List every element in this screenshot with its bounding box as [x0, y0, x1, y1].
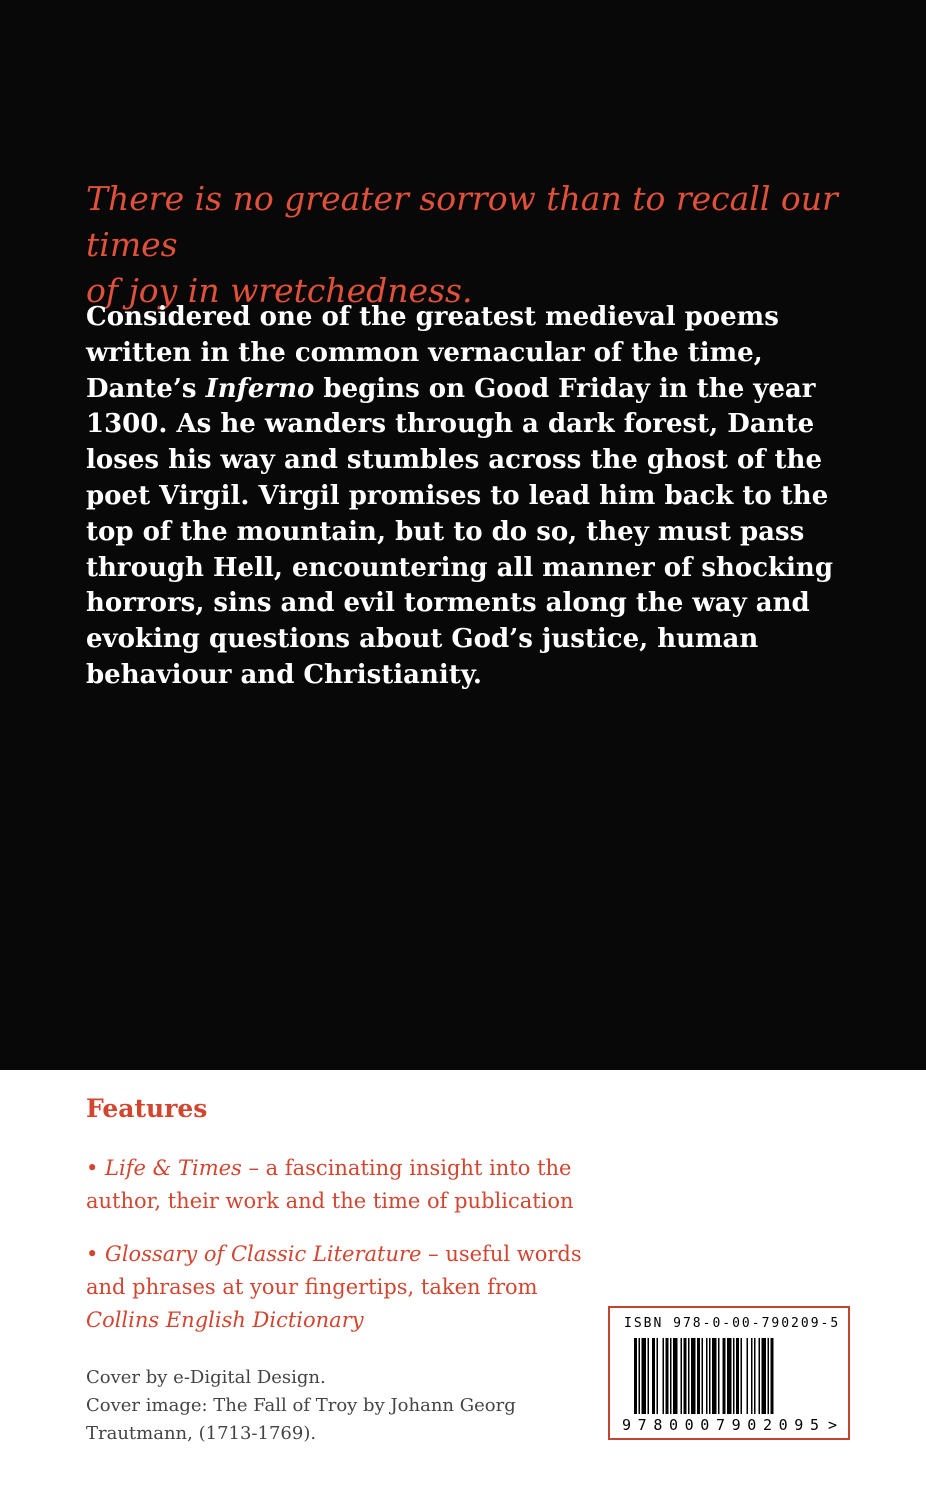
feature-name: • Glossary of Classic Literature	[86, 1242, 422, 1266]
barcode-bar	[642, 1338, 647, 1414]
barcode-bar	[759, 1338, 761, 1414]
barcode-bar	[751, 1338, 753, 1414]
barcode-bar	[709, 1338, 711, 1414]
barcode-bar	[712, 1338, 717, 1414]
barcode-bar	[688, 1338, 690, 1414]
barcode-bar	[663, 1338, 665, 1414]
barcode-bar	[706, 1338, 708, 1414]
book-description	[86, 300, 866, 694]
barcode-bar	[733, 1338, 735, 1414]
feature-item	[86, 1238, 606, 1337]
features-heading: Features	[86, 1094, 208, 1123]
barcode-bar	[691, 1338, 696, 1414]
barcode-bar	[723, 1338, 726, 1414]
barcode-bar	[718, 1338, 720, 1414]
barcode-bar	[670, 1338, 672, 1414]
barcode-bar	[741, 1338, 743, 1414]
feature-description: – a fascinating insight into the author, their work and the time of publication	[86, 1156, 574, 1213]
barcode-bar	[697, 1338, 700, 1414]
barcode-bar	[762, 1338, 767, 1414]
barcode-bar	[634, 1338, 637, 1414]
barcode-bar	[684, 1338, 687, 1414]
credit-line: Cover image: The Fall of Troy by Johann Georg	[86, 1395, 516, 1416]
barcode-bar	[648, 1338, 650, 1414]
barcode-bar	[754, 1338, 756, 1414]
barcode-digits: 9 7 8 0 0 0 7 9 0 2 0 9 5	[622, 1416, 818, 1434]
barcode-bar	[681, 1338, 683, 1414]
credit-line: Cover by e-Digital Design.	[86, 1367, 326, 1388]
cover-credits	[86, 1364, 586, 1448]
quote-line-1: There is no greater sorrow than to recall our times	[86, 179, 838, 264]
quote-line-2: of joy in wretchedness.	[86, 271, 473, 310]
barcode-bar	[736, 1338, 739, 1414]
isbn-label: ISBN 978-0-00-790209-5	[624, 1316, 841, 1331]
feature-name: • Life & Times	[86, 1156, 242, 1180]
epigraph-quote	[86, 176, 866, 314]
barcode-arrow: >	[828, 1416, 838, 1434]
barcode-bar	[639, 1338, 641, 1414]
isbn-barcode-box	[608, 1306, 850, 1440]
book-title: Inferno	[205, 373, 315, 404]
barcode-bar	[702, 1338, 704, 1414]
barcode-bars	[634, 1338, 774, 1414]
feature-description: – useful words and phrases at your fingertips, taken from	[86, 1242, 582, 1299]
barcode-bar	[673, 1338, 678, 1414]
description-part-1: Considered one of the greatest medieval poems written in the common vernacular of the time, Dante’s	[86, 302, 779, 404]
feature-item	[86, 1152, 606, 1218]
barcode-bar	[771, 1338, 774, 1414]
barcode-bar	[666, 1338, 669, 1414]
barcode-bar	[652, 1338, 655, 1414]
barcode-bar	[657, 1338, 659, 1414]
feature-source: Collins English Dictionary	[86, 1308, 364, 1332]
barcode-bar	[747, 1338, 749, 1414]
barcode-bar	[727, 1338, 732, 1414]
credit-line: Trautmann, (1713-1769).	[86, 1423, 317, 1444]
barcode-bar	[768, 1338, 770, 1414]
description-part-2: begins on Good Friday in the year 1300. As he wanders through a dark forest, Dante loses his way and stumbles across the ghost of the poet Virgil. Virgil promises to lead him back to the top of the mountain, but to do so, they must pass through Hell, encountering all manner of shocking horrors, sins and evil torments along the way and evoking questions about God’s justice, human behaviour and Christianity.	[86, 373, 834, 690]
barcode	[620, 1338, 840, 1434]
